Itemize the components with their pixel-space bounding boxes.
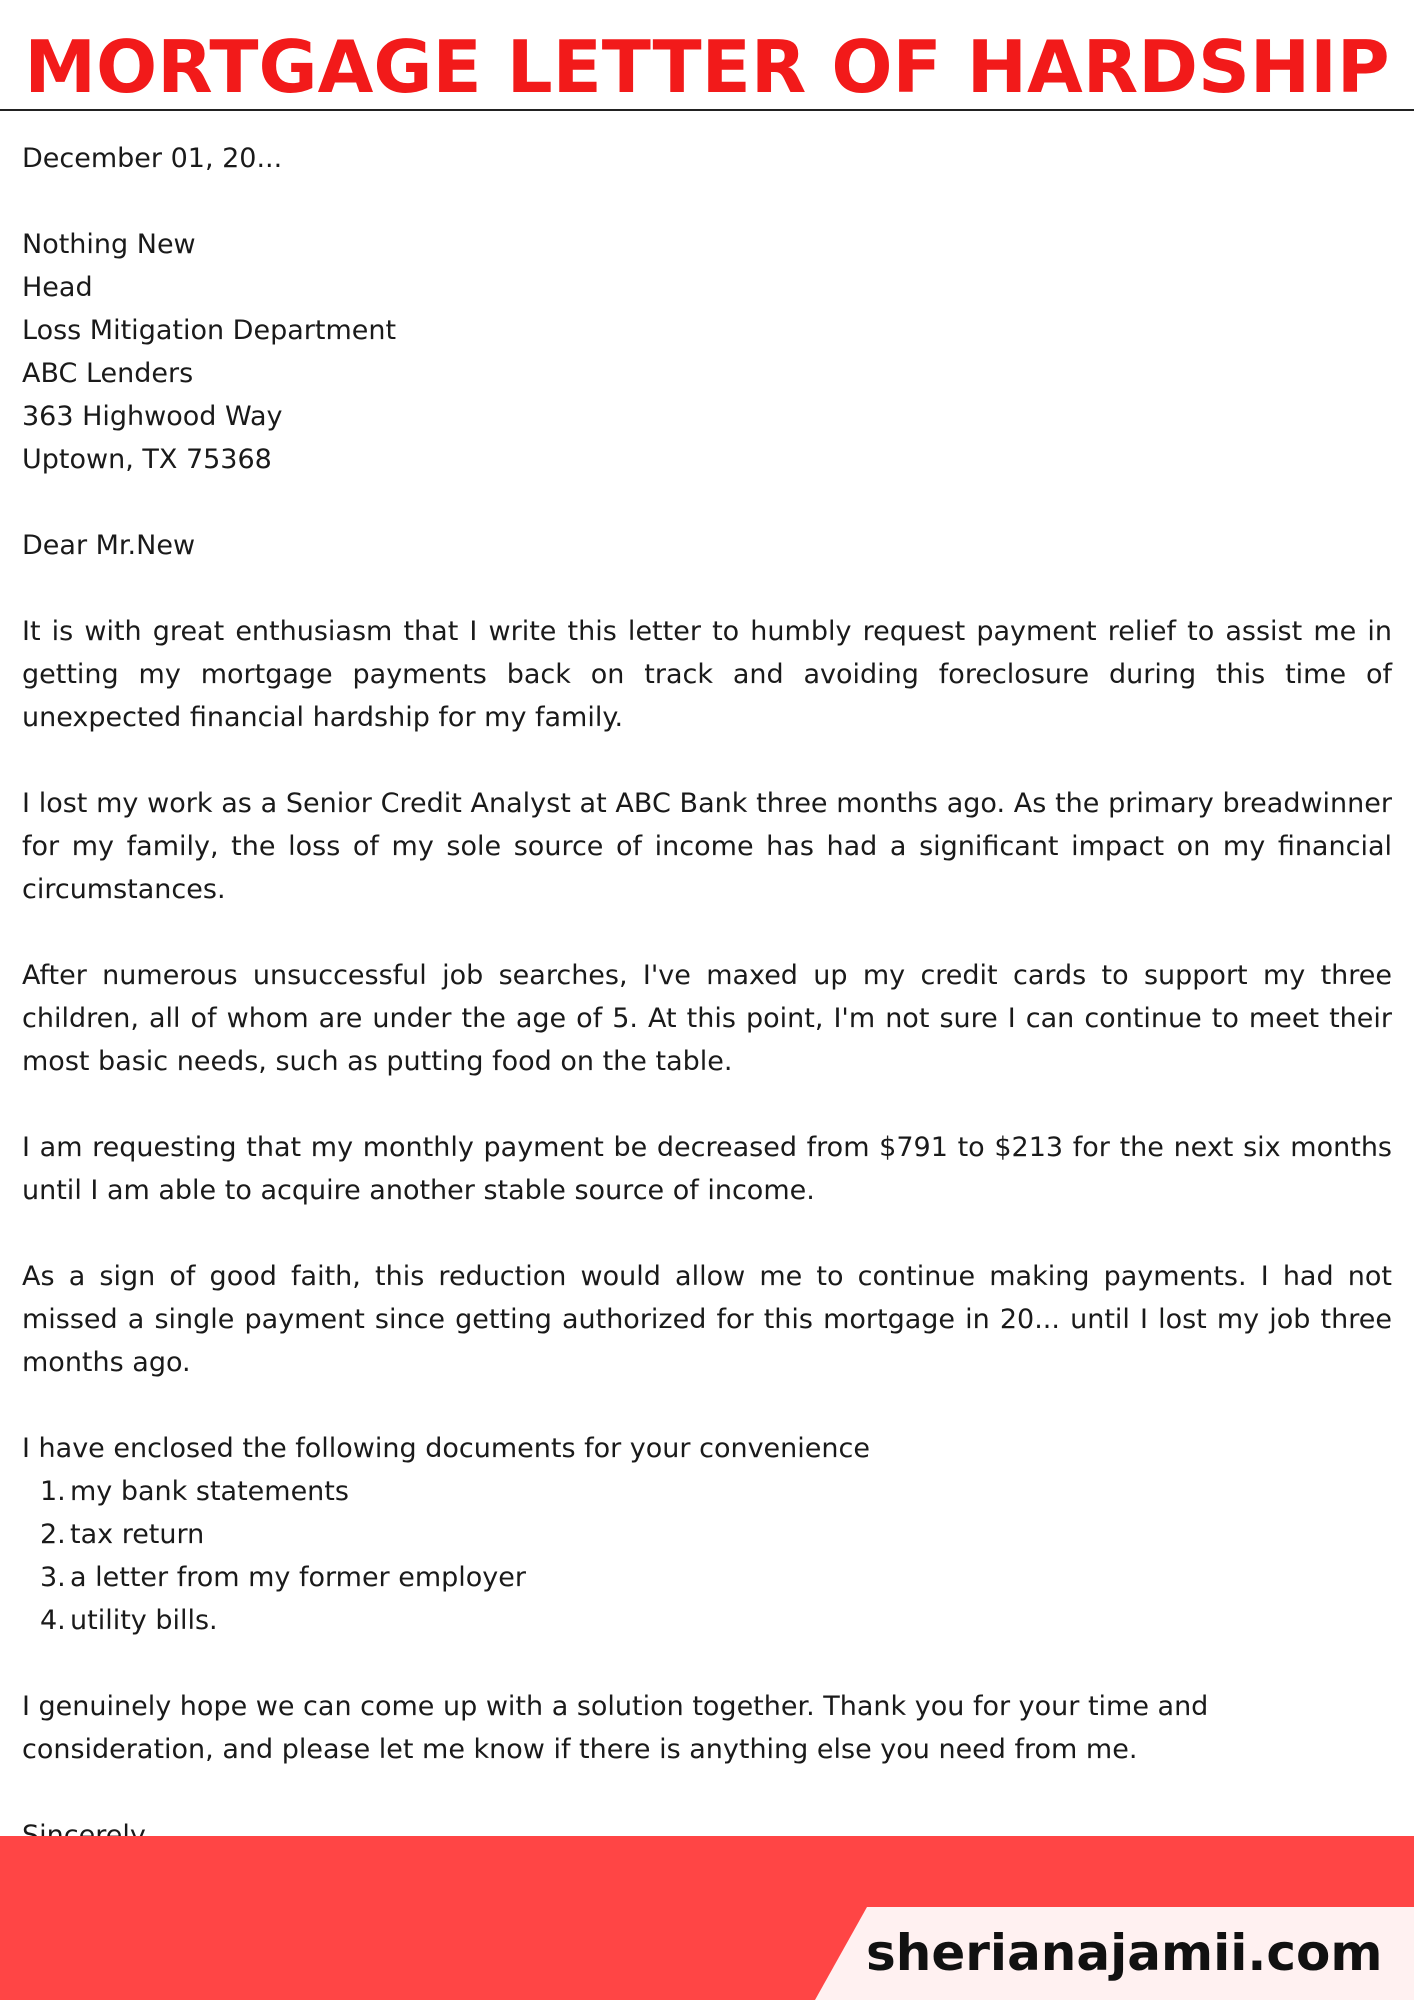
list-number: 2.: [40, 1519, 66, 1550]
list-number: 4.: [40, 1605, 66, 1636]
footer-website: sherianajamii.com: [866, 1924, 1383, 1982]
page-title: MORTGAGE LETTER OF HARDSHIP: [24, 25, 1390, 109]
documents-intro: I have enclosed the following documents for your convenience: [22, 1433, 870, 1464]
recipient-title: Head: [22, 272, 93, 303]
closing-paragraph: I genuinely hope we can come up with a solution together. Thank you for your time and consideration, and please let me know if there is anything else you need from me.: [22, 1691, 1209, 1765]
body-paragraph: I am requesting that my monthly payment be decreased from $791 to $213 for the next six months until I am able to acquire another stable source of income.: [22, 1132, 1392, 1206]
list-item: [22, 1556, 1392, 1599]
body-paragraph: It is with great enthusiasm that I write this letter to humbly request payment relief to assist me in getting my mortgage payments back on track and avoiding foreclosure during this time of unexpected financial hardship for my family.: [22, 616, 1392, 733]
recipient-department: Loss Mitigation Department: [22, 315, 397, 346]
letter-body: [22, 137, 1392, 1900]
list-text: a letter from my former employer: [70, 1562, 526, 1593]
title-divider: [0, 109, 1414, 111]
body-paragraph: After numerous unsuccessful job searches, I've maxed up my credit cards to support my three children, all of whom are under the age of 5. At this point, I'm not sure I can continue to meet their most basic needs, such as putting food on the table.: [22, 960, 1392, 1077]
list-item: [22, 1470, 1392, 1513]
documents-list: [22, 1470, 1392, 1642]
recipient-city: Uptown, TX 75368: [22, 444, 272, 475]
list-text: my bank statements: [70, 1476, 349, 1507]
list-number: 3.: [40, 1562, 66, 1593]
enclosed-documents: [22, 1427, 1392, 1642]
list-text: tax return: [70, 1519, 205, 1550]
recipient-company: ABC Lenders: [22, 358, 194, 389]
list-number: 1.: [40, 1476, 66, 1507]
recipient-street: 363 Highwood Way: [22, 401, 283, 432]
list-item: [22, 1599, 1392, 1642]
letter-date: December 01, 20...: [22, 143, 283, 174]
salutation: Dear Mr.New: [22, 530, 196, 561]
recipient-name: Nothing New: [22, 229, 196, 260]
list-item: [22, 1513, 1392, 1556]
body-paragraph: I lost my work as a Senior Credit Analyst at ABC Bank three months ago. As the primary breadwinner for my family, the loss of my sole source of income has had a significant impact on my financial circumstances.: [22, 788, 1392, 905]
body-paragraph: As a sign of good faith, this reduction would allow me to continue making payments. I had not missed a single payment since getting authorized for this mortgage in 20... until I lost my job three months ago.: [22, 1261, 1392, 1378]
list-text: utility bills.: [70, 1605, 218, 1636]
recipient-address: [22, 223, 1392, 481]
